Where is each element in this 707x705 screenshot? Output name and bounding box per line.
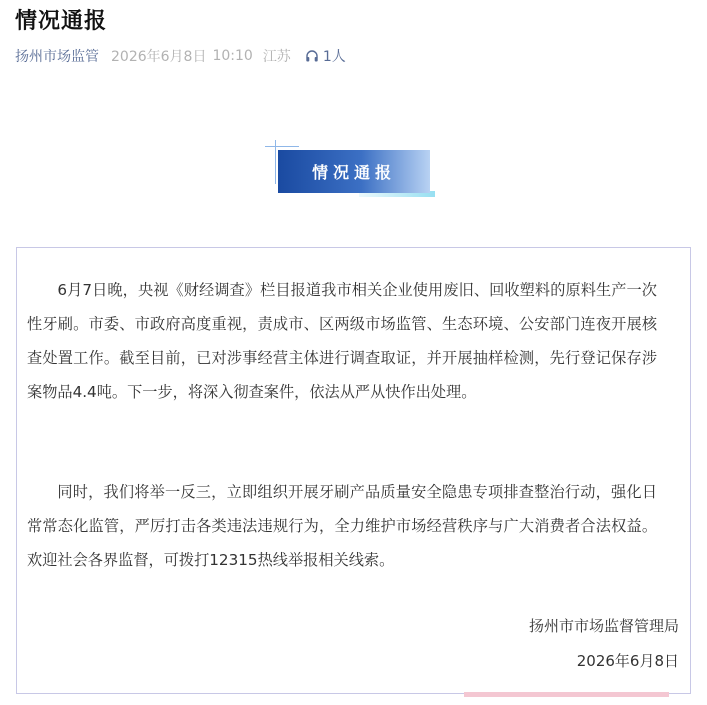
bottom-decoration-bar [464,692,669,697]
account-name-link[interactable]: 扬州市场监管 [15,49,99,65]
publish-region: 江苏 [262,49,291,65]
body-paragraph-1: 6月7日晚，央视《财经调查》栏目报道我市相关企业使用废旧、回收塑料的原料生产一次性牙刷。市委、市政府高度重视，责成市、区两级市场监管、生态环境、公安部门连夜开展核查处置工作。截至目前，已对涉事经营主体进行调查取证，并开展抽样检测，先行登记保存涉案物品4.4吨。下一步，将深入彻查案件，依法从严从快作出处理。 [27,281,657,401]
listen-count: 1人 [322,49,346,65]
signature-organization: 扬州市市场监督管理局 [528,617,679,635]
body-paragraph-2: 同时，我们将举一反三，立即组织开展牙刷产品质量安全隐患专项排查整治行动，强化日常常态化监管，严厉打击各类违法违规行为，全力维护市场经营秩序与广大消费者合法权益。欢迎社会各界监督，可拨打12315热线举报相关线索。 [27,483,657,569]
signature-date: 2026年6月8日 [576,652,679,670]
article-title: 情况通报 [15,9,108,34]
banner-horizontal-line [265,146,299,147]
article-meta [15,46,346,66]
section-banner [265,138,440,202]
banner-title: 情况通报 [311,163,396,182]
headphones-icon [305,49,319,63]
publish-time: 10:10 [212,48,253,64]
banner-box [278,150,430,193]
listen-button[interactable] [305,46,346,66]
publish-date: 2026年6月8日 [111,49,207,65]
